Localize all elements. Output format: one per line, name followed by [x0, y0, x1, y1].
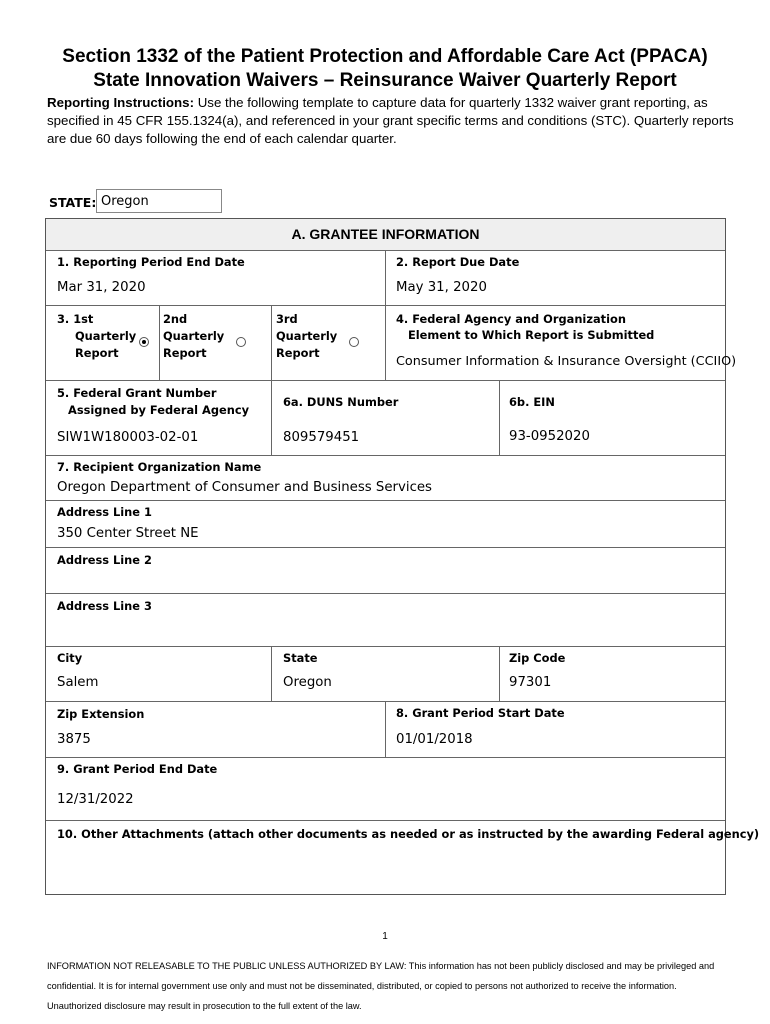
- quarter-2-label-line-1: 2nd: [163, 312, 188, 326]
- grant-period-end-label: 9. Grant Period End Date: [57, 762, 218, 776]
- quarter-2-radio[interactable]: [236, 337, 246, 347]
- quarter-1-radio[interactable]: [139, 337, 149, 347]
- reporting-instructions: [47, 94, 737, 148]
- page-number: 1: [382, 931, 388, 942]
- zip-code-field[interactable]: 97301: [509, 675, 552, 690]
- zip-code-label: Zip Code: [509, 651, 566, 665]
- grantee-information-form: [45, 218, 760, 895]
- state-address-label: State: [283, 651, 318, 665]
- federal-agency-label-line-2: Element to Which Report is Submitted: [408, 328, 655, 342]
- federal-grant-number-field[interactable]: SIW1W180003-02-01: [57, 430, 199, 445]
- federal-agency-label-line-1: 4. Federal Agency and Organization: [396, 312, 626, 326]
- instructions-text: Use the following template to capture data for quarterly 1332 waiver grant reporting, as specified in 45 CFR 155.1324(a), and referenced in your grant specific terms and conditions (STC). Quarterly reports are due 60 days following the end of each calendar quarter.: [47, 95, 734, 146]
- address-line-3-label: Address Line 3: [57, 599, 152, 613]
- federal-grant-number-label-line-1: 5. Federal Grant Number: [57, 386, 217, 400]
- report-due-date-field[interactable]: May 31, 2020: [396, 280, 487, 295]
- instructions-label: Reporting Instructions:: [47, 95, 194, 110]
- confidentiality-notice: INFORMATION NOT RELEASABLE TO THE PUBLIC UNLESS AUTHORIZED BY LAW: This information has not been publicly disclosed and may be privileged and confidential. It is for internal government use only and must not be disseminated, distributed, or copied to persons not authorized to receive the information. Unauthorized disclosure may result in prosecution to the full extent of the law.: [47, 961, 715, 1011]
- ein-label: 6b. EIN: [509, 395, 555, 409]
- quarter-2-label-line-2: Quarterly: [163, 329, 225, 343]
- address-line-1-label: Address Line 1: [57, 505, 152, 519]
- quarter-3-label-line-2: Quarterly: [276, 329, 338, 343]
- state-field[interactable]: Oregon: [96, 189, 222, 213]
- recipient-organization-label: 7. Recipient Organization Name: [57, 460, 262, 474]
- address-line-2-label: Address Line 2: [57, 553, 152, 567]
- quarter-3-radio[interactable]: [349, 337, 359, 347]
- duns-number-field[interactable]: 809579451: [283, 430, 360, 445]
- state-address-field[interactable]: Oregon: [283, 675, 332, 690]
- report-due-date-label: 2. Report Due Date: [396, 255, 520, 269]
- reporting-period-end-date-field[interactable]: Mar 31, 2020: [57, 280, 146, 295]
- zip-extension-field[interactable]: 3875: [57, 732, 91, 747]
- ein-field[interactable]: 93-0952020: [509, 429, 590, 444]
- quarter-3-label-line-3: Report: [276, 346, 320, 360]
- quarter-1-label-line-2: Quarterly: [75, 329, 137, 343]
- quarter-2-label-line-3: Report: [163, 346, 207, 360]
- other-attachments-label: 10. Other Attachments (attach other documents as needed or as instructed by the awarding Federal agency): [57, 827, 760, 841]
- quarter-1-label-line-3: Report: [75, 346, 119, 360]
- address-line-1-field[interactable]: 350 Center Street NE: [57, 526, 199, 541]
- quarter-3-label-line-1: 3rd: [276, 312, 298, 326]
- city-field[interactable]: Salem: [57, 675, 99, 690]
- reporting-period-end-date-label: 1. Reporting Period End Date: [57, 255, 245, 269]
- report-title-line-2: State Innovation Waivers – Reinsurance Waiver Quarterly Report: [93, 70, 677, 91]
- city-label: City: [57, 651, 83, 665]
- federal-agency-field[interactable]: Consumer Information & Insurance Oversight (CCIIO): [396, 354, 737, 369]
- section-a-heading: A. GRANTEE INFORMATION: [46, 219, 725, 250]
- federal-grant-number-label-line-2: Assigned by Federal Agency: [68, 403, 250, 417]
- duns-number-label: 6a. DUNS Number: [283, 395, 399, 409]
- report-title-line-1: Section 1332 of the Patient Protection and Affordable Care Act (PPACA): [62, 46, 708, 67]
- zip-extension-label: Zip Extension: [57, 707, 145, 721]
- recipient-organization-field[interactable]: Oregon Department of Consumer and Business Services: [57, 480, 432, 495]
- state-label: STATE:: [49, 195, 97, 210]
- grant-period-start-field[interactable]: 01/01/2018: [396, 732, 473, 747]
- grant-period-start-label: 8. Grant Period Start Date: [396, 706, 565, 720]
- other-attachments-area[interactable]: [50, 847, 720, 889]
- quarter-1-label-line-1: 3. 1st: [57, 312, 94, 326]
- grant-period-end-field[interactable]: 12/31/2022: [57, 792, 134, 807]
